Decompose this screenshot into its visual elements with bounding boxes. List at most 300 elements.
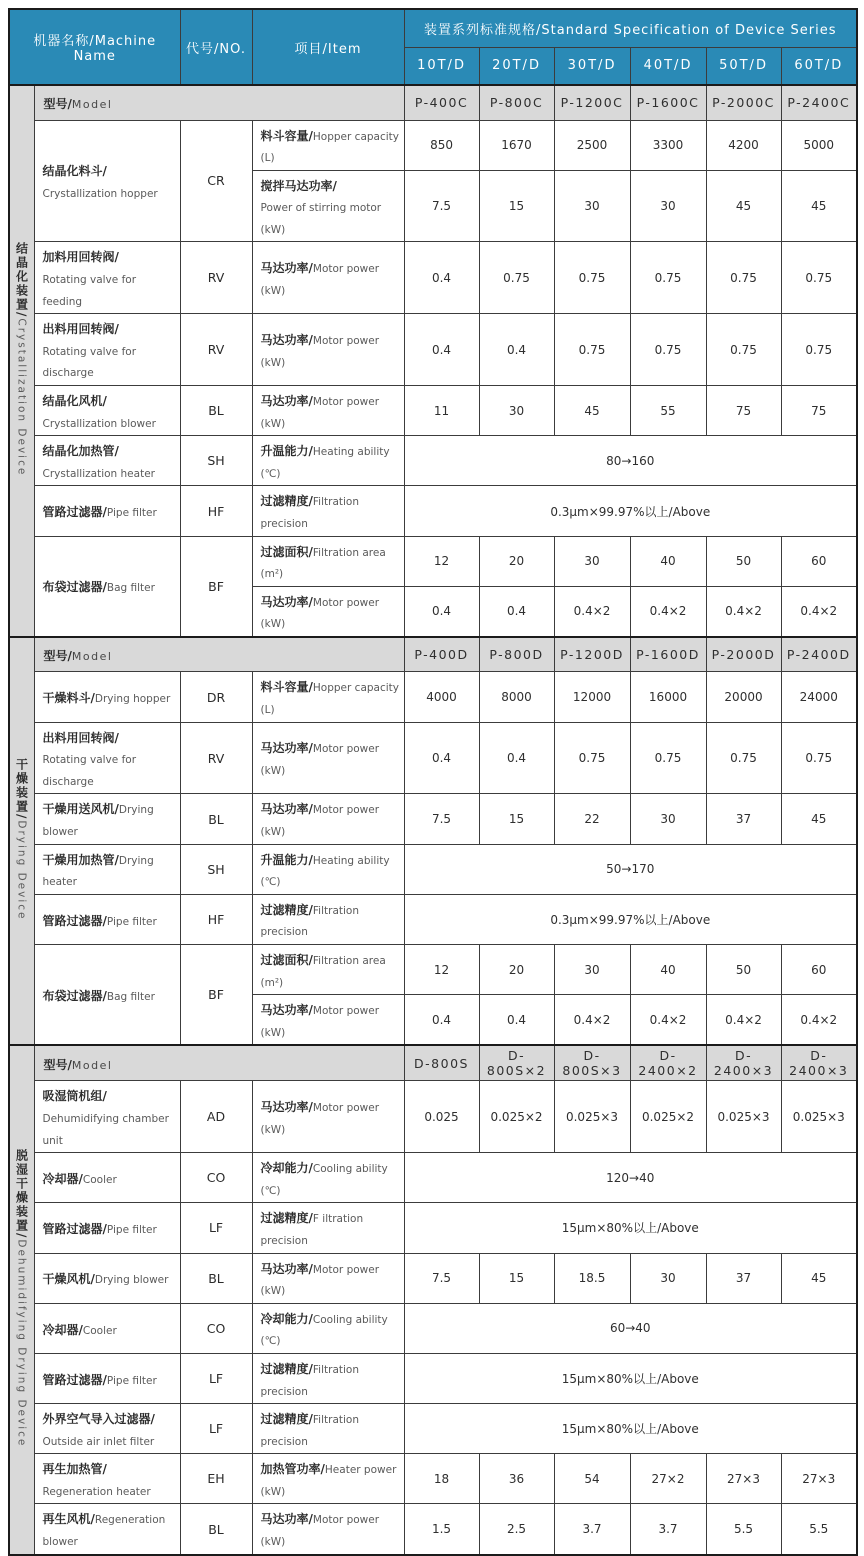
value-cell: 30 (479, 386, 554, 436)
table-header (9, 9, 857, 85)
value-cell: 45 (706, 170, 781, 242)
value-cell: 0.025 (404, 1081, 479, 1153)
item-label-cn: 料斗容量/ (260, 680, 313, 695)
value-cell: 0.4 (479, 995, 554, 1046)
machine-name-en: Outside air inlet filter (42, 1435, 155, 1448)
model-label-cn: 型号/ (43, 649, 72, 664)
spec-row (9, 1404, 857, 1454)
machine-name-cn: 冷却器/ (42, 1171, 83, 1186)
item-label-cn: 过滤面积/ (260, 544, 313, 559)
machine-name-en: Drying hopper (94, 693, 171, 706)
size-column-header-5: 50T/D (706, 47, 781, 85)
value-cell: 15 (479, 170, 554, 242)
machine-name-en: Drying blower (42, 804, 154, 839)
item-header: 项目/Item (252, 9, 404, 85)
value-cell: 2.5 (479, 1504, 554, 1555)
machine-name-cn: 再生风机/ (42, 1512, 95, 1527)
machine-cell (34, 1454, 180, 1504)
machine-name-en: Dehumidifying chamber unit (42, 1112, 169, 1147)
item-label-en: Power of stirring motor (kW) (260, 202, 382, 236)
value-cell: 0.75 (630, 722, 706, 794)
machine-name-en: Drying heater (42, 854, 154, 889)
item-label-en: Cooling ability (℃) (260, 1163, 388, 1197)
value-cell: 0.4×2 (630, 586, 706, 637)
spec-row (9, 672, 857, 722)
no-cell: SH (180, 844, 252, 894)
machine-name-en: Pipe filter (106, 1224, 157, 1237)
machine-cell (34, 386, 180, 436)
no-cell: CO (180, 1303, 252, 1353)
section-strip-label (9, 637, 34, 1045)
item-label-en: Filtration area (m²) (260, 955, 386, 989)
spec-row (9, 1454, 857, 1504)
machine-cell (34, 1253, 180, 1303)
no-cell: CR (180, 120, 252, 242)
value-cell: 2500 (554, 120, 630, 170)
model-value-cell: P-2000D (706, 637, 781, 672)
model-value-cell: P-800D (479, 637, 554, 672)
item-cell (252, 314, 404, 386)
machine-name-cn: 干燥用送风机/ (42, 802, 119, 817)
machine-name-cn: 管路过滤器/ (42, 505, 107, 520)
item-cell (252, 1253, 404, 1303)
value-cell: 5.5 (781, 1504, 857, 1555)
machine-name-cn: 出料用回转阀/ (42, 730, 119, 745)
machine-name-en: Crystallization hopper (42, 187, 158, 200)
value-cell: 0.4 (404, 722, 479, 794)
machine-name-cn: 再生加热管/ (42, 1462, 107, 1477)
item-cell (252, 1081, 404, 1153)
machine-name-en: Pipe filter (106, 915, 157, 928)
value-cell: 12 (404, 536, 479, 586)
machine-name-cn: 吸湿筒机组/ (42, 1089, 107, 1104)
value-cell: 0.75 (706, 242, 781, 314)
merged-value-cell: 15μm×80%以上/Above (404, 1203, 857, 1253)
section-strip-label (9, 85, 34, 637)
machine-name-cn: 管路过滤器/ (42, 913, 107, 928)
item-label-cn: 冷却能力/ (260, 1161, 313, 1176)
item-label-cn: 马达功率/ (260, 802, 313, 817)
machine-name-en: Rotating valve for discharge (42, 345, 137, 380)
machine-name-en: Rotating valve for discharge (42, 754, 137, 788)
section-label-cn: 结晶化装置/ (14, 241, 29, 319)
item-label-cn: 升温能力/ (260, 852, 313, 867)
value-cell: 20 (479, 536, 554, 586)
machine-name-cn: 管路过滤器/ (42, 1372, 107, 1387)
machine-cell (34, 314, 180, 386)
machine-cell (34, 242, 180, 314)
value-cell: 0.75 (706, 314, 781, 386)
item-label-cn: 搅拌马达功率/ (260, 178, 337, 193)
no-cell: RV (180, 314, 252, 386)
item-label-cn: 马达功率/ (260, 394, 313, 409)
value-cell: 3300 (630, 120, 706, 170)
machine-cell (34, 945, 180, 1046)
item-cell (252, 586, 404, 637)
spec-table (8, 8, 858, 1556)
value-cell: 3.7 (630, 1504, 706, 1555)
value-cell: 0.4×2 (554, 995, 630, 1046)
machine-name-cn: 冷却器/ (42, 1322, 83, 1337)
item-cell (252, 120, 404, 170)
item-cell (252, 1504, 404, 1555)
model-label-cell (34, 637, 404, 672)
item-label-cn: 过滤精度/ (260, 1211, 313, 1226)
item-cell (252, 486, 404, 536)
no-cell: RV (180, 722, 252, 794)
item-label-cn: 加热管功率/ (260, 1462, 325, 1477)
spec-row (9, 1504, 857, 1555)
item-cell (252, 170, 404, 242)
value-cell: 0.4×2 (781, 586, 857, 637)
value-cell: 0.4×2 (781, 995, 857, 1046)
spec-row (9, 1153, 857, 1203)
item-label-en: Filtration precision (260, 1363, 359, 1398)
no-cell: BF (180, 945, 252, 1046)
machine-name-en: Pipe filter (106, 507, 157, 520)
machine-cell (34, 1504, 180, 1555)
item-label-en: Motor power (kW) (260, 743, 380, 778)
section-label-en: Dehumidifying Drying Device (15, 1239, 28, 1448)
item-cell (252, 945, 404, 995)
item-label-en: Motor power (kW) (260, 1514, 380, 1549)
machine-name-en: Pipe filter (106, 1374, 157, 1387)
item-label-en: Cooling ability (℃) (260, 1313, 388, 1348)
value-cell: 5.5 (706, 1504, 781, 1555)
model-label-cell (34, 85, 404, 120)
item-cell (252, 1454, 404, 1504)
model-value-cell: D-2400×3 (781, 1045, 857, 1081)
value-cell: 0.75 (554, 722, 630, 794)
machine-name-en: Crystallization heater (42, 467, 155, 480)
machine-cell (34, 436, 180, 486)
value-cell: 37 (706, 1253, 781, 1303)
item-label-en: Hopper capacity (L) (260, 130, 399, 165)
machine-name-en: Cooler (82, 1324, 117, 1337)
spec-row (9, 386, 857, 436)
item-cell (252, 1153, 404, 1203)
machine-name-cn: 结晶化风机/ (42, 394, 107, 409)
value-cell: 30 (630, 170, 706, 242)
value-cell: 850 (404, 120, 479, 170)
value-cell: 37 (706, 794, 781, 844)
value-cell: 40 (630, 536, 706, 586)
spec-row (9, 794, 857, 844)
item-cell (252, 794, 404, 844)
machine-name-en: Bag filter (106, 990, 155, 1003)
machine-name-en: Bag filter (106, 582, 155, 595)
spec-row (9, 486, 857, 536)
model-label-en: Model (71, 98, 113, 112)
item-label-cn: 过滤精度/ (260, 494, 313, 509)
model-label-cn: 型号/ (43, 1057, 72, 1072)
value-cell: 0.025×2 (630, 1081, 706, 1153)
value-cell: 0.4 (479, 586, 554, 637)
value-cell: 8000 (479, 672, 554, 722)
value-cell: 12 (404, 945, 479, 995)
no-cell: BL (180, 1504, 252, 1555)
model-value-cell: P-2400C (781, 85, 857, 120)
value-cell: 75 (781, 386, 857, 436)
item-cell (252, 722, 404, 794)
machine-cell (34, 794, 180, 844)
item-label-cn: 升温能力/ (260, 444, 313, 459)
header-row-top (9, 9, 857, 47)
no-cell: LF (180, 1353, 252, 1403)
value-cell: 0.75 (554, 242, 630, 314)
item-label-en: Motor power (kW) (260, 263, 380, 297)
section-label-cn: 脱湿干燥装置/ (14, 1148, 29, 1240)
section-label-cn: 干燥装置/ (14, 757, 29, 821)
model-label-cn: 型号/ (43, 97, 72, 112)
section-strip-text (13, 758, 31, 921)
value-cell: 60 (781, 945, 857, 995)
value-cell: 0.4×2 (630, 995, 706, 1046)
value-cell: 0.4 (479, 314, 554, 386)
value-cell: 30 (554, 170, 630, 242)
section-label-en: Drying Device (15, 820, 28, 921)
model-value-cell: D-2400×3 (706, 1045, 781, 1081)
spec-row (9, 945, 857, 995)
value-cell: 0.025×3 (781, 1081, 857, 1153)
section-label-en: Crystallization Device (15, 318, 28, 477)
value-cell: 60 (781, 536, 857, 586)
no-cell: BL (180, 386, 252, 436)
value-cell: 0.75 (479, 242, 554, 314)
machine-cell (34, 1203, 180, 1253)
no-cell: BL (180, 1253, 252, 1303)
size-column-header-1: 10T/D (404, 47, 479, 85)
value-cell: 18.5 (554, 1253, 630, 1303)
value-cell: 30 (630, 1253, 706, 1303)
item-cell (252, 386, 404, 436)
machine-cell (34, 120, 180, 242)
item-label-en: Heating ability (℃) (260, 854, 390, 889)
series-title-header: 装置系列标准规格/Standard Specification of Device Series (404, 9, 857, 47)
item-label-en: Motor power (kW) (260, 335, 380, 369)
value-cell: 45 (781, 794, 857, 844)
item-label-en: Hopper capacity (L) (260, 682, 399, 717)
model-value-cell: D-800S×3 (554, 1045, 630, 1081)
value-cell: 40 (630, 945, 706, 995)
item-cell (252, 436, 404, 486)
machine-name-en: Rotating valve for feeding (42, 274, 137, 308)
item-cell (252, 1303, 404, 1353)
machine-name-cn: 外界空气导入过滤器/ (42, 1412, 155, 1427)
item-cell (252, 1404, 404, 1454)
model-value-cell: P-400C (404, 85, 479, 120)
value-cell: 22 (554, 794, 630, 844)
model-row (9, 85, 857, 120)
value-cell: 15 (479, 1253, 554, 1303)
spec-row (9, 314, 857, 386)
item-label-en: Motor power (kW) (260, 804, 380, 839)
model-value-cell: P-1200D (554, 637, 630, 672)
item-label-en: F iltration precision (260, 1213, 364, 1247)
item-cell (252, 242, 404, 314)
value-cell: 55 (630, 386, 706, 436)
value-cell: 16000 (630, 672, 706, 722)
model-label-en: Model (71, 650, 113, 664)
machine-cell (34, 1404, 180, 1454)
section-drying-device (9, 637, 857, 1045)
value-cell: 5000 (781, 120, 857, 170)
item-label-cn: 冷却能力/ (260, 1311, 313, 1326)
machine-name-cn: 出料用回转阀/ (42, 322, 119, 337)
spec-row (9, 436, 857, 486)
spec-row (9, 1303, 857, 1353)
value-cell: 45 (554, 386, 630, 436)
item-label-en: Filtration precision (260, 1414, 359, 1448)
size-column-header-2: 20T/D (479, 47, 554, 85)
model-value-cell: D-800S (404, 1045, 479, 1081)
merged-value-cell: 50→170 (404, 844, 857, 894)
machine-cell (34, 1303, 180, 1353)
machine-cell (34, 1353, 180, 1403)
value-cell: 4000 (404, 672, 479, 722)
machine-name-cn: 布袋过滤器/ (42, 988, 107, 1003)
item-label-cn: 马达功率/ (260, 1003, 313, 1018)
item-label-cn: 过滤面积/ (260, 953, 313, 967)
machine-name-cn: 干燥用加热管/ (42, 852, 119, 867)
value-cell: 0.4 (479, 722, 554, 794)
machine-cell (34, 844, 180, 894)
no-cell: LF (180, 1203, 252, 1253)
no-cell: SH (180, 436, 252, 486)
value-cell: 30 (554, 536, 630, 586)
value-cell: 0.75 (781, 314, 857, 386)
item-label-en: Motor power (kW) (260, 596, 380, 631)
value-cell: 1.5 (404, 1504, 479, 1555)
model-value-cell: P-1200C (554, 85, 630, 120)
spec-row (9, 1253, 857, 1303)
value-cell: 27×3 (706, 1454, 781, 1504)
value-cell: 54 (554, 1454, 630, 1504)
no-cell: BL (180, 794, 252, 844)
item-label-en: Motor power (kW) (260, 396, 380, 430)
model-value-cell: P-2000C (706, 85, 781, 120)
section-strip-text (13, 242, 31, 476)
value-cell: 15 (479, 794, 554, 844)
merged-value-cell: 120→40 (404, 1153, 857, 1203)
model-value-cell: P-1600D (630, 637, 706, 672)
value-cell: 0.4×2 (706, 586, 781, 637)
value-cell: 0.025×3 (554, 1081, 630, 1153)
item-label-en: Motor power (kW) (260, 1263, 380, 1298)
spec-row (9, 120, 857, 170)
value-cell: 3.7 (554, 1504, 630, 1555)
no-cell: BF (180, 536, 252, 637)
no-cell: HF (180, 894, 252, 944)
value-cell: 0.75 (781, 242, 857, 314)
no-cell: RV (180, 242, 252, 314)
merged-value-cell: 15μm×80%以上/Above (404, 1353, 857, 1403)
value-cell: 7.5 (404, 1253, 479, 1303)
item-cell (252, 995, 404, 1046)
item-label-cn: 马达功率/ (260, 594, 313, 609)
machine-name-cn: 结晶化加热管/ (42, 444, 119, 459)
value-cell: 50 (706, 536, 781, 586)
section-strip-label (9, 1045, 34, 1554)
merged-value-cell: 0.3μm×99.97%以上/Above (404, 486, 857, 536)
value-cell: 18 (404, 1454, 479, 1504)
item-label-cn: 马达功率/ (260, 333, 313, 348)
value-cell: 0.025×3 (706, 1081, 781, 1153)
item-label-en: Filtration precision (260, 904, 359, 939)
item-label-cn: 马达功率/ (260, 261, 313, 276)
item-cell (252, 1203, 404, 1253)
item-label-en: Motor power (kW) (260, 1102, 380, 1136)
value-cell: 27×3 (781, 1454, 857, 1504)
spec-row (9, 1203, 857, 1253)
model-row (9, 637, 857, 672)
size-column-header-6: 60T/D (781, 47, 857, 85)
item-label-cn: 马达功率/ (260, 1512, 313, 1527)
value-cell: 0.4 (404, 314, 479, 386)
machine-name-cn: 管路过滤器/ (42, 1222, 107, 1237)
size-column-header-3: 30T/D (554, 47, 630, 85)
spec-row (9, 722, 857, 794)
machine-name-en: Crystallization blower (42, 417, 156, 430)
value-cell: 0.4×2 (554, 586, 630, 637)
merged-value-cell: 0.3μm×99.97%以上/Above (404, 894, 857, 944)
item-label-en: Filtration precision (260, 496, 359, 530)
machine-name-header: 机器名称/Machine Name (9, 9, 180, 85)
machine-cell (34, 1153, 180, 1203)
item-cell (252, 672, 404, 722)
value-cell: 0.75 (706, 722, 781, 794)
value-cell: 11 (404, 386, 479, 436)
model-row (9, 1045, 857, 1081)
item-cell (252, 894, 404, 944)
model-value-cell: P-1600C (630, 85, 706, 120)
value-cell: 20000 (706, 672, 781, 722)
spec-row (9, 1081, 857, 1153)
value-cell: 27×2 (630, 1454, 706, 1504)
no-cell: CO (180, 1153, 252, 1203)
machine-name-en: Regeneration heater (42, 1485, 151, 1498)
value-cell: 36 (479, 1454, 554, 1504)
item-label-cn: 过滤精度/ (260, 1361, 313, 1376)
model-value-cell: D-800S×2 (479, 1045, 554, 1081)
value-cell: 20 (479, 945, 554, 995)
value-cell: 30 (554, 945, 630, 995)
section-strip-text (13, 1149, 31, 1447)
model-value-cell: D-2400×2 (630, 1045, 706, 1081)
item-label-cn: 马达功率/ (260, 1261, 313, 1276)
merged-value-cell: 80→160 (404, 436, 857, 486)
machine-name-en: Drying blower (94, 1274, 169, 1287)
value-cell: 0.4 (404, 995, 479, 1046)
value-cell: 1670 (479, 120, 554, 170)
machine-cell (34, 536, 180, 637)
item-cell (252, 844, 404, 894)
machine-cell (34, 722, 180, 794)
spec-row (9, 242, 857, 314)
no-cell: DR (180, 672, 252, 722)
value-cell: 0.025×2 (479, 1081, 554, 1153)
no-header: 代号/NO. (180, 9, 252, 85)
no-cell: HF (180, 486, 252, 536)
size-column-header-4: 40T/D (630, 47, 706, 85)
machine-name-cn: 加料用回转阀/ (42, 250, 119, 265)
item-label-cn: 料斗容量/ (260, 128, 313, 143)
machine-cell (34, 486, 180, 536)
machine-cell (34, 672, 180, 722)
model-label-cell (34, 1045, 404, 1081)
item-label-en: Heater power (kW) (260, 1464, 397, 1498)
machine-cell (34, 1081, 180, 1153)
